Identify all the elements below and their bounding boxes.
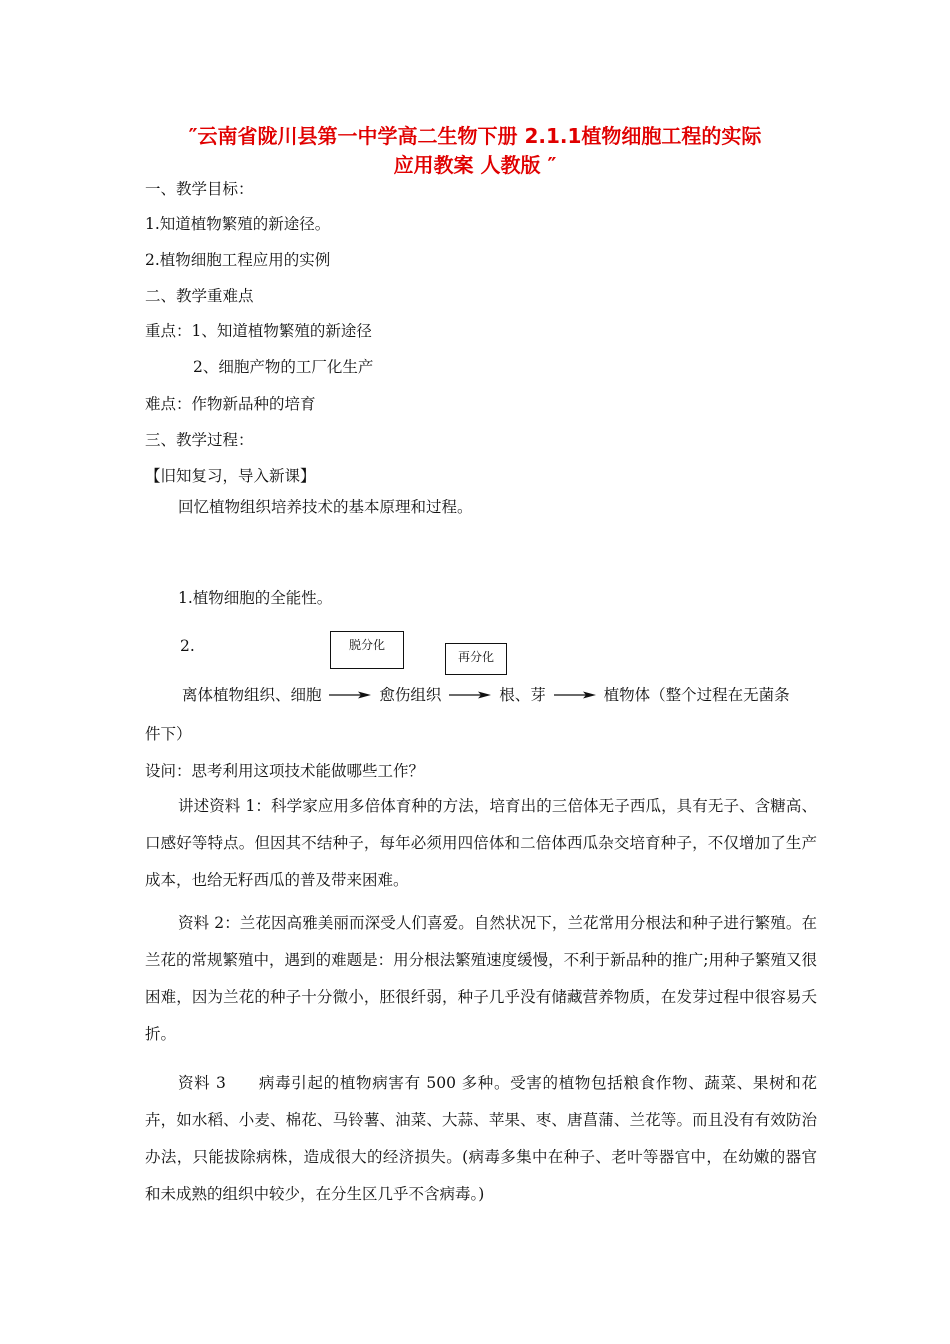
arrow-right-icon <box>448 690 492 700</box>
difficulty-point: 难点：作物新品种的培育 <box>145 395 316 413</box>
point-1: 1.植物细胞的全能性。 <box>178 589 333 607</box>
flow-step-plant: 植物体（整个过程在无菌条 <box>603 686 790 704</box>
review-text: 回忆植物组织培养技术的基本原理和过程。 <box>178 498 473 516</box>
arrow-right-icon <box>553 690 597 700</box>
flow-step-callus: 愈伤组织 <box>379 686 442 704</box>
flow-step-explant: 离体植物组织、细胞 <box>182 686 322 704</box>
review-heading: 【旧知复习，导入新课】 <box>145 467 316 485</box>
redifferentiation-box <box>445 643 507 675</box>
flow-step-roots-buds: 根、芽 <box>499 686 546 704</box>
title-line-2: 应用教案 人教版 ″ <box>393 153 557 177</box>
document-title <box>140 122 810 180</box>
redifferentiation-label: 再分化 <box>457 650 494 664</box>
dedifferentiation-label: 脱分化 <box>348 638 385 652</box>
title-line-1: ″云南省陇川县第一中学高二生物下册 2.1.1植物细胞工程的实际 <box>188 124 762 148</box>
key-point-1: 重点：1、知道植物繁殖的新途径 <box>145 322 372 340</box>
objective-1: 1.知道植物繁殖的新途径。 <box>145 215 331 233</box>
key-point-2: 2、细胞产物的工厂化生产 <box>193 358 374 376</box>
material-3-paragraph: 资料 3 病毒引起的植物病害有 500 多种。受害的植物包括粮食作物、蔬菜、果树和花卉，如水稻、小麦、棉花、马铃薯、油菜、大蒜、苹果、枣、唐菖蒲、兰花等。而且没有有效防治办法，只能拔除病株，造成很大的经济损失。(病毒多集中在种子、老叶等器官中，在幼嫩的器官和未成熟的组织中较少，在分生区几乎不含病毒。) <box>145 1074 817 1203</box>
dedifferentiation-box <box>330 631 404 669</box>
arrow-right-icon <box>328 690 372 700</box>
point-2: 2. <box>180 637 195 655</box>
flow-continuation: 件下） <box>145 725 192 743</box>
objective-2: 2.植物细胞工程应用的实例 <box>145 251 331 269</box>
keypoints-heading: 二、教学重难点 <box>145 287 254 305</box>
question-text: 设问：思考利用这项技术能做哪些工作？ <box>145 762 425 780</box>
objectives-heading: 一、教学目标： <box>145 180 254 198</box>
tissue-culture-flow <box>182 684 790 705</box>
process-heading: 三、教学过程： <box>145 431 254 449</box>
material-2-paragraph: 资料 2：兰花因高雅美丽而深受人们喜爱。自然状况下，兰花常用分根法和种子进行繁殖。在兰花的常规繁殖中，遇到的难题是：用分根法繁殖速度缓慢，不利于新品种的推广;用种子繁殖又很困难，因为兰花的种子十分微小，胚很纤弱，种子几乎没有储藏营养物质，在发芽过程中很容易夭折。 <box>145 914 817 1043</box>
material-1-paragraph: 讲述资料 1：科学家应用多倍体育种的方法，培育出的三倍体无子西瓜，具有无子、含糖高、口感好等特点。但因其不结种子，每年必须用四倍体和二倍体西瓜杂交培育种子，不仅增加了生产成本，也给无籽西瓜的普及带来困难。 <box>145 797 817 889</box>
